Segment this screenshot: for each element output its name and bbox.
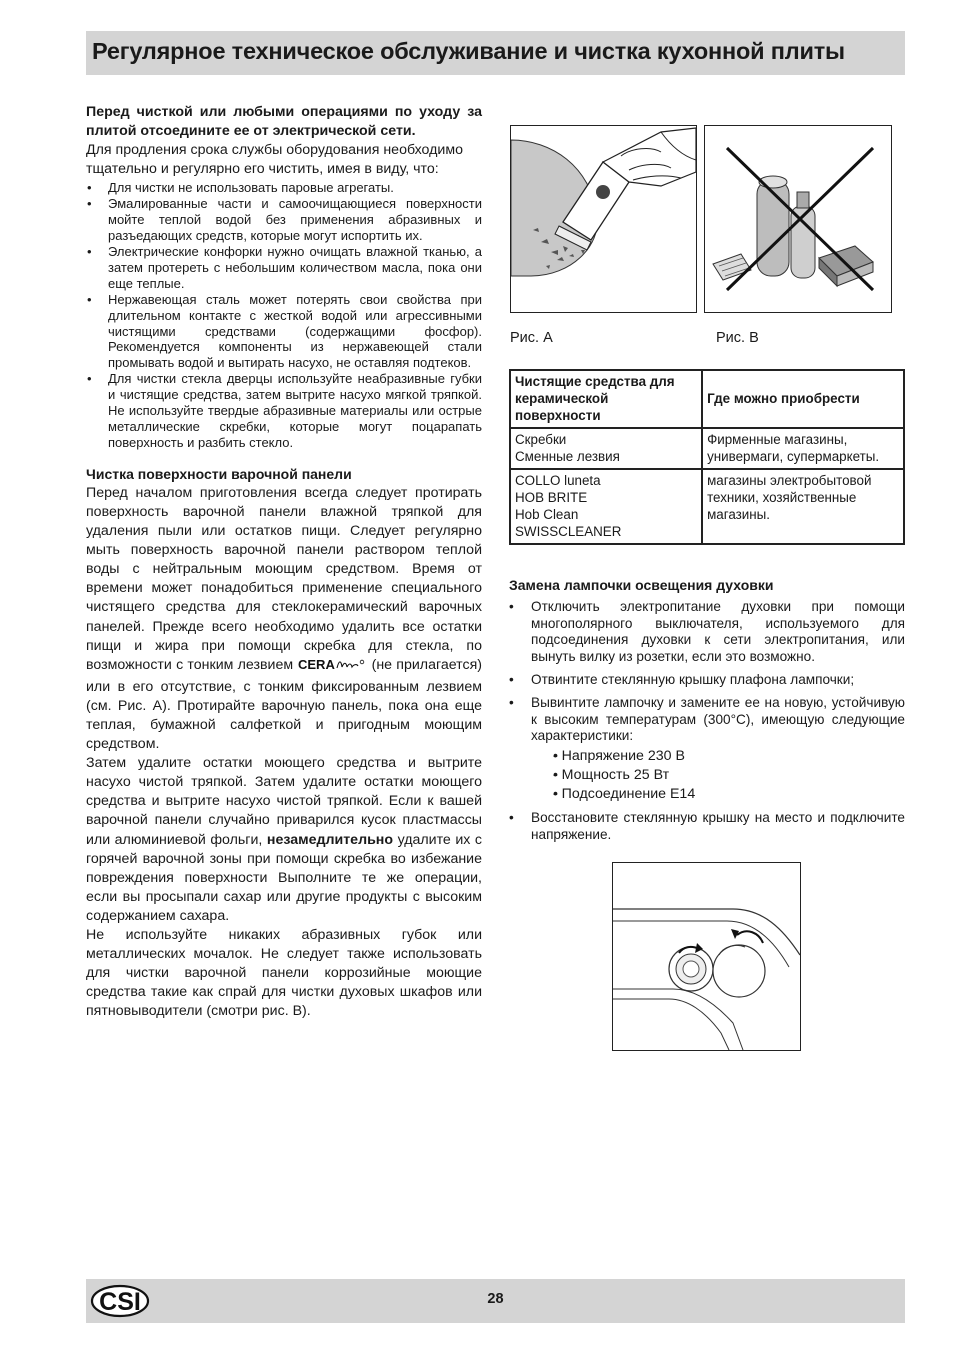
- hob-paragraph-1: [86, 484, 482, 754]
- table-cell: магазины электробытовой техники, хозяйственные магазины.: [702, 469, 904, 544]
- figure-a-caption: Рис. А: [510, 330, 553, 346]
- hob-p1-end: (не прилагается) или в его отсутствие, с тонким фиксированным лезвием (см. Рис. А). Протирайте варочную панель, пока она еще теплая, бумажной салфеткой и пригодным моющим средством.: [86, 656, 482, 753]
- list-item: • Отключить электропитание духовки при помощи многополярного выключателя, используемого для подсоединения духовки к сети электропитания, или вынуть вилку из розетки, если это возможно.: [509, 599, 905, 666]
- table-header: Чистящие средства для керамической поверхности: [510, 370, 702, 428]
- forbidden-products-illustration: [705, 126, 891, 312]
- figure-b-caption: Рис. В: [716, 330, 759, 346]
- figure-b-forbidden-products: [704, 125, 892, 313]
- hob-p1-start: Перед началом приготовления всегда следует протирать поверхность варочной панели влажной тряпкой для удаления пыли или остатков пищи. Следует регулярно мыть поверхность варочной панели раствором теплой воды с нейтральным моющим средством. Время от времени может понадобиться применение специального чистящего средства для стеклокерамический варочных панелей. Прежде всего необходимо удалить все остатки пищи и жира при помощи скребка для стекла, по возможности с тонким лезвием: [86, 484, 482, 673]
- care-bullet-list: [86, 180, 482, 450]
- left-column: [86, 103, 482, 1022]
- cleaners-table: [509, 369, 905, 545]
- table-row: [510, 428, 904, 469]
- list-item: • Отвинтите стеклянную крышку плафона лампочки;: [509, 672, 905, 689]
- lamp-step-text: Вывинтите лампочку и замените ее на новую, устойчивую к высоким температурам (300°С), имеющую следующие характеристики:: [531, 694, 905, 744]
- table-header: Где можно приобрести: [702, 370, 904, 428]
- list-item: • Для чистки не использовать паровые агрегаты.: [86, 180, 482, 196]
- page-number: 28: [487, 1291, 504, 1307]
- product-name: Hob Clean: [515, 507, 579, 522]
- intro-text: Для продления срока службы оборудования необходимо тщательно и регулярно его чистить, имея в виду, что:: [86, 142, 463, 178]
- hob-paragraph-3: Не используйте никаких абразивных губок или металлических мочалок. Не следует также использовать для чистки варочной панели коррозийные моющие средства такие как спрай для чистки духовых шкафов или пятновыводители (смотри рис. В).: [86, 927, 482, 1020]
- footer-bar: [86, 1279, 905, 1323]
- table-cell: Фирменные магазины, универмаги, супермаркеты.: [702, 428, 904, 469]
- spec-item: • - Подсоединение E14: [553, 785, 905, 804]
- table-row: [510, 469, 904, 544]
- hob-section-heading: Чистка поверхности варочной панели: [86, 465, 352, 482]
- list-item: • Нержавеющая сталь может потерять свои свойства при длительном контакте с жесткой водой или агрессивными чистящими средствами (содержащими фосфор). Рекомендуется компоненты из нержавеющей стали промывать водой и вытирать насухо, не оставляя подтеков.: [86, 292, 482, 372]
- scraper-illustration: [511, 126, 696, 312]
- lamp-section: [509, 577, 905, 850]
- table-cell: [510, 469, 702, 544]
- intro-lead: Перед чисткой или любыми операциями по уходу за плитой отсоедините ее от электрической сети.: [86, 104, 482, 140]
- list-item: • Для чистки стекла дверцы используйте неабразивные губки и чистящие средства, затем вытрите насухо мягкой тряпкой. Не используйте твердые абразивные материалы или острые металлические скребки, которые могут поцарапать поверхность и разбить стекло.: [86, 371, 482, 451]
- figure-a-scraper: [510, 125, 697, 313]
- table-header-row: [510, 370, 904, 428]
- product-name: HOB BRITE: [515, 490, 588, 505]
- product-name: Скребки: [515, 432, 567, 447]
- spec-item: • - Напряжение 230 В: [553, 747, 905, 766]
- list-item: • Электрические конфорки нужно очищать влажной тканью, а затем протереть с небольшим количеством масла, пока они еще теплые.: [86, 244, 482, 292]
- cera-logo-text: CERA: [298, 656, 336, 672]
- list-item: [509, 695, 905, 804]
- hob-paragraph-2: [86, 754, 482, 926]
- lamp-steps-list: [509, 599, 905, 844]
- csi-logo-text: CSI: [99, 1288, 141, 1316]
- product-name: COLLO luneta: [515, 473, 601, 488]
- list-item: • Восстановите стеклянную крышку на место и подключите напряжение.: [509, 810, 905, 844]
- oven-lamp-illustration: [613, 863, 800, 1050]
- lamp-section-heading: Замена лампочки освещения духовки: [509, 577, 774, 593]
- page-title: Регулярное техническое обслуживание и чистка кухонной плиты: [92, 38, 845, 64]
- hob-p2-bold: незамедлительно: [266, 831, 394, 848]
- hob-p2-end: удалите их с горячей варочной зоны при помощи скребка во избежание повреждения поверхности Выполните те же операции, если вы просыпали сахар или другие продукты с высоким содержанием сахара.: [86, 831, 482, 924]
- header-bar: [86, 31, 905, 75]
- hob-p2-start: Затем удалите остатки моющего средства и вытрите насухо чистой тряпкой. Затем удалите остатки моющего средства и вытрите насухо чистой тряпкой. Если к вашей варочной панели случайно приварился кусок пластмассы или алюминиевой фольги,: [86, 755, 482, 848]
- product-name: SWISSCLEANER: [515, 524, 622, 539]
- figure-oven-lamp: [612, 862, 801, 1051]
- lamp-specs: [531, 747, 905, 804]
- list-item: • Эмалированные части и самоочищающиеся поверхности мойте теплой водой без применения абразивных и разъедающих средств, которые могут испортить их.: [86, 196, 482, 244]
- product-name: Сменные лезвия: [515, 449, 620, 464]
- table-cell: [510, 428, 702, 469]
- spec-item: • - Мощность 25 Вт: [553, 766, 905, 785]
- cera-field-logo: [297, 656, 367, 678]
